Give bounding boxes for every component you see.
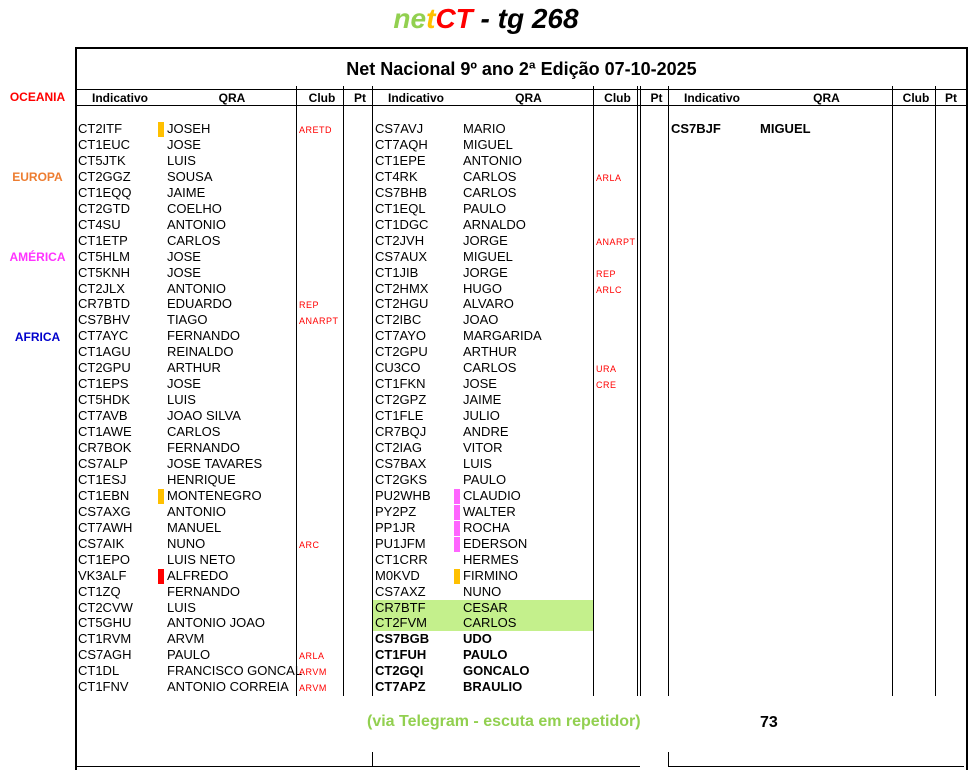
column-divider — [892, 86, 893, 696]
col1-callsign: CT5JTK — [78, 153, 126, 168]
col2-callsign: CT2JVH — [375, 233, 425, 248]
col2-callsign: CS7AXZ — [375, 584, 426, 599]
col1-qra: ANTONIO — [167, 217, 226, 232]
column-divider — [296, 86, 297, 696]
col1-qra: COELHO — [167, 201, 222, 216]
col1-callsign: CT2JLX — [78, 281, 125, 296]
col1-callsign: VK3ALF — [78, 568, 127, 583]
col1-callsign: CT1DL — [78, 663, 120, 678]
col2-callsign: CS7BAX — [375, 456, 427, 471]
col1-qra: ARVM — [167, 631, 205, 646]
col2-qra: MARGARIDA — [463, 328, 542, 343]
column-header-club: Club — [902, 91, 930, 105]
col2-callsign: PP1JR — [375, 520, 416, 535]
col2-qra: PAULO — [463, 647, 508, 662]
col2-callsign: CT2GPZ — [375, 392, 427, 407]
col2-callsign: M0KVD — [375, 568, 420, 583]
col2-callsign: CS7AVJ — [375, 121, 424, 136]
col1-callsign: CT1ESJ — [78, 472, 127, 487]
column-header-qra: QRA — [218, 91, 246, 105]
col2-callsign: CT2GKS — [375, 472, 428, 487]
total-count: 73 — [760, 714, 778, 731]
col1-callsign: CT1EQQ — [78, 185, 132, 200]
col2-qra: MIGUEL — [463, 249, 513, 264]
col1-qra: JOSE TAVARES — [167, 456, 263, 471]
status-marker — [158, 569, 164, 584]
col1-qra: TIAGO — [167, 312, 208, 327]
col1-club: REP — [299, 300, 320, 310]
col2-qra: MIGUEL — [463, 137, 513, 152]
column-header-pt: Pt — [945, 91, 957, 105]
col1-callsign: CS7AGH — [78, 647, 132, 662]
col2-callsign: CT7AQH — [375, 137, 428, 152]
header-top-rule — [77, 89, 966, 90]
col1-qra: LUIS NETO — [167, 552, 236, 567]
col1-callsign: CT1AWE — [78, 424, 132, 439]
status-marker — [454, 537, 460, 552]
col1-callsign: CT1EUC — [78, 137, 131, 152]
col2-qra: CESAR — [463, 600, 508, 615]
col2-callsign: CR7BTF — [375, 600, 426, 615]
col2-callsign: CT1FKN — [375, 376, 426, 391]
footer-note: (via Telegram - escuta em repetidor) — [367, 713, 641, 730]
column-header-pt: Pt — [354, 91, 366, 105]
col2-callsign: CT2GQI — [375, 663, 424, 678]
col1-callsign: CT4SU — [78, 217, 121, 232]
column-header-club: Club — [308, 91, 336, 105]
col1-qra: JAIME — [167, 185, 206, 200]
column-divider — [668, 86, 669, 696]
col1-qra: LUIS — [167, 600, 196, 615]
col2-qra: ARNALDO — [463, 217, 526, 232]
col1-qra: FERNANDO — [167, 328, 240, 343]
col2-qra: EDERSON — [463, 536, 528, 551]
col2-qra: LUIS — [463, 456, 492, 471]
bottom-rule — [75, 766, 372, 767]
column-divider — [935, 86, 936, 696]
col1-club: ARC — [299, 540, 320, 550]
logo-ct: CT — [435, 3, 473, 34]
column-divider — [637, 86, 638, 696]
col2-qra: FIRMINO — [463, 568, 518, 583]
column-header-indicativo: Indicativo — [387, 91, 444, 105]
column-header-qra: QRA — [813, 91, 840, 105]
col2-qra: ROCHA — [463, 520, 510, 535]
col2-qra: HERMES — [463, 552, 519, 567]
col1-callsign: CT5HDK — [78, 392, 131, 407]
header-bottom-rule — [77, 105, 966, 106]
col2-qra: CLAUDIO — [463, 488, 521, 503]
col1-qra: CARLOS — [167, 424, 221, 439]
col1-qra: JOSE — [167, 265, 201, 280]
col2-callsign: PU1JFM — [375, 536, 426, 551]
col1-callsign: CT1ZQ — [78, 584, 121, 599]
status-marker — [454, 505, 460, 520]
col1-callsign: CT2CVW — [78, 600, 133, 615]
col1-qra: MONTENEGRO — [167, 488, 262, 503]
col2-callsign: CT1FLE — [375, 408, 424, 423]
col2-qra: JOSE — [463, 376, 497, 391]
col1-callsign: CT7AVB — [78, 408, 128, 423]
col1-club: ARVM — [299, 667, 327, 677]
col2-callsign: CS7BHB — [375, 185, 428, 200]
status-marker — [158, 122, 164, 137]
col3-qra: MIGUEL — [760, 121, 811, 136]
col2-callsign: CT1FUH — [375, 647, 427, 662]
logo-t: t — [426, 3, 436, 34]
col1-callsign: CT2GTD — [78, 201, 130, 216]
col2-club: ARLC — [596, 285, 623, 295]
col2-qra: CARLOS — [463, 360, 517, 375]
col1-qra: ANTONIO — [167, 504, 226, 519]
col1-callsign: CT7AYC — [78, 328, 129, 343]
col1-callsign: CT1RVM — [78, 631, 132, 646]
status-marker — [454, 569, 460, 584]
col2-callsign: CS7BGB — [375, 631, 430, 646]
col2-qra: NUNO — [463, 584, 502, 599]
col2-callsign: CT2HGU — [375, 296, 429, 311]
col2-qra: JORGE — [463, 233, 508, 248]
col3-callsign: CS7BJF — [671, 121, 721, 136]
region-oceania: OCEANIA — [9, 90, 66, 104]
col2-callsign: CT2IBC — [375, 312, 422, 327]
col1-qra: JOAO SILVA — [167, 408, 241, 423]
column-divider — [593, 86, 594, 696]
col2-callsign: PU2WHB — [375, 488, 431, 503]
col2-qra: WALTER — [463, 504, 516, 519]
col1-callsign: CT1EPO — [78, 552, 131, 567]
sheet-title: Net Nacional 9º ano 2ª Edição 07-10-2025 — [346, 59, 697, 79]
col1-qra: SOUSA — [167, 169, 213, 184]
col2-callsign: CT2FVM — [375, 615, 427, 630]
col1-qra: MANUEL — [167, 520, 222, 535]
status-marker — [454, 521, 460, 536]
bottom-rule — [668, 766, 964, 767]
col1-callsign: CR7BTD — [78, 296, 131, 311]
region-amrica: AMÉRICA — [9, 250, 66, 264]
column-header-indicativo: Indicativo — [91, 91, 148, 105]
col2-qra: VITOR — [463, 440, 503, 455]
col2-callsign: CT1JIB — [375, 265, 419, 280]
col1-callsign: CR7BOK — [78, 440, 132, 455]
col2-callsign: CT2GPU — [375, 344, 428, 359]
col1-callsign: CS7ALP — [78, 456, 128, 471]
col2-qra: CARLOS — [463, 185, 517, 200]
column-divider — [640, 86, 641, 696]
col1-callsign: CT5KNH — [78, 265, 131, 280]
col1-callsign: CT1FNV — [78, 679, 129, 694]
col1-qra: JOSE — [167, 137, 201, 152]
col1-club: ARETD — [299, 125, 333, 135]
col1-qra: JOSEH — [167, 121, 211, 136]
col2-callsign: CT1EPE — [375, 153, 426, 168]
col1-qra: LUIS — [167, 153, 196, 168]
status-marker — [454, 489, 460, 504]
col1-qra: FERNANDO — [167, 584, 240, 599]
col2-club: ARLA — [596, 173, 622, 183]
col1-qra: HENRIQUE — [167, 472, 236, 487]
col1-qra: JOSE — [167, 376, 201, 391]
col1-callsign: CT7AWH — [78, 520, 133, 535]
col2-qra: JULIO — [463, 408, 500, 423]
col2-qra: PAULO — [463, 201, 507, 216]
col2-callsign: CT2IAG — [375, 440, 422, 455]
col2-callsign: CT7APZ — [375, 679, 426, 694]
col1-qra: JOSE — [167, 249, 201, 264]
region-europa: EUROPA — [12, 170, 63, 184]
logo — [0, 3, 972, 35]
col1-qra: LUIS — [167, 392, 196, 407]
col2-club: CRE — [596, 380, 617, 390]
col1-qra: PAULO — [167, 647, 211, 662]
col1-callsign: CT2GGZ — [78, 169, 131, 184]
col1-qra: ANTONIO CORREIA — [167, 679, 289, 694]
col2-qra: ANTONIO — [463, 153, 522, 168]
logo-ne: ne — [393, 3, 427, 34]
col2-qra: ALVARO — [463, 296, 514, 311]
col1-qra: ALFREDO — [167, 568, 229, 583]
col1-qra: CARLOS — [167, 233, 221, 248]
column-header-club: Club — [604, 91, 631, 105]
col1-callsign: CT1EBN — [78, 488, 130, 503]
col2-qra: PAULO — [463, 472, 507, 487]
col2-club: ANARPT — [596, 237, 636, 247]
col2-qra: BRAULIO — [463, 679, 523, 694]
col2-callsign: CT7AYO — [375, 328, 427, 343]
col2-qra: JORGE — [463, 265, 508, 280]
col2-callsign: PY2PZ — [375, 504, 417, 519]
col2-qra: CARLOS — [463, 615, 517, 630]
col2-callsign: CU3CO — [375, 360, 421, 375]
column-header-indicativo: Indicativo — [683, 91, 740, 105]
col1-callsign: CT2ITF — [78, 121, 123, 136]
col1-callsign: CT1EPS — [78, 376, 129, 391]
col2-qra: JAIME — [463, 392, 502, 407]
col1-callsign: CT5HLM — [78, 249, 131, 264]
col1-club: ARLA — [299, 651, 325, 661]
col1-qra: ANTONIO — [167, 281, 226, 296]
col1-callsign: CS7BHV — [78, 312, 131, 327]
col1-qra: FERNANDO — [167, 440, 240, 455]
col1-qra: EDUARDO — [167, 296, 233, 311]
column-header-qra: QRA — [515, 91, 542, 105]
column-divider — [343, 86, 344, 696]
col1-callsign: CT1AGU — [78, 344, 131, 359]
col1-callsign: CT2GPU — [78, 360, 131, 375]
col1-club: ARVM — [299, 683, 327, 693]
status-marker — [158, 489, 164, 504]
col2-callsign: CT2HMX — [375, 281, 429, 296]
col1-qra: ANTONIO JOAO — [167, 615, 265, 630]
col2-club: REP — [596, 269, 617, 279]
col2-qra: ARTHUR — [463, 344, 517, 359]
col2-qra: JOAO — [463, 312, 499, 327]
col1-callsign: CS7AIK — [78, 536, 125, 551]
col2-qra: UDO — [463, 631, 492, 646]
col2-qra: GONCALO — [463, 663, 530, 678]
col2-callsign: CT1EQL — [375, 201, 426, 216]
col1-qra: ARTHUR — [167, 360, 221, 375]
logo-tg: - tg 268 — [472, 3, 579, 34]
col1-qra: NUNO — [167, 536, 206, 551]
col2-qra: MARIO — [463, 121, 506, 136]
col1-qra: REINALDO — [167, 344, 234, 359]
bottom-rule — [372, 766, 640, 767]
col2-callsign: CT4RK — [375, 169, 418, 184]
col2-callsign: CT1CRR — [375, 552, 428, 567]
col1-callsign: CT1ETP — [78, 233, 128, 248]
col2-callsign: CS7AUX — [375, 249, 428, 264]
bottom-divider — [668, 752, 669, 766]
col1-callsign: CT5GHU — [78, 615, 132, 630]
col2-callsign: CR7BQJ — [375, 424, 427, 439]
bottom-divider — [372, 752, 373, 766]
column-header-pt: Pt — [650, 91, 663, 105]
region-africa: AFRICA — [14, 330, 61, 344]
col2-qra: HUGO — [463, 281, 502, 296]
col1-callsign: CS7AXG — [78, 504, 131, 519]
col1-club: ANARPT — [299, 316, 339, 326]
col2-qra: CARLOS — [463, 169, 517, 184]
col2-callsign: CT1DGC — [375, 217, 429, 232]
col2-club: URA — [596, 364, 617, 374]
col2-qra: ANDRE — [463, 424, 509, 439]
col1-qra: FRANCISCO GONCAL — [167, 663, 303, 678]
